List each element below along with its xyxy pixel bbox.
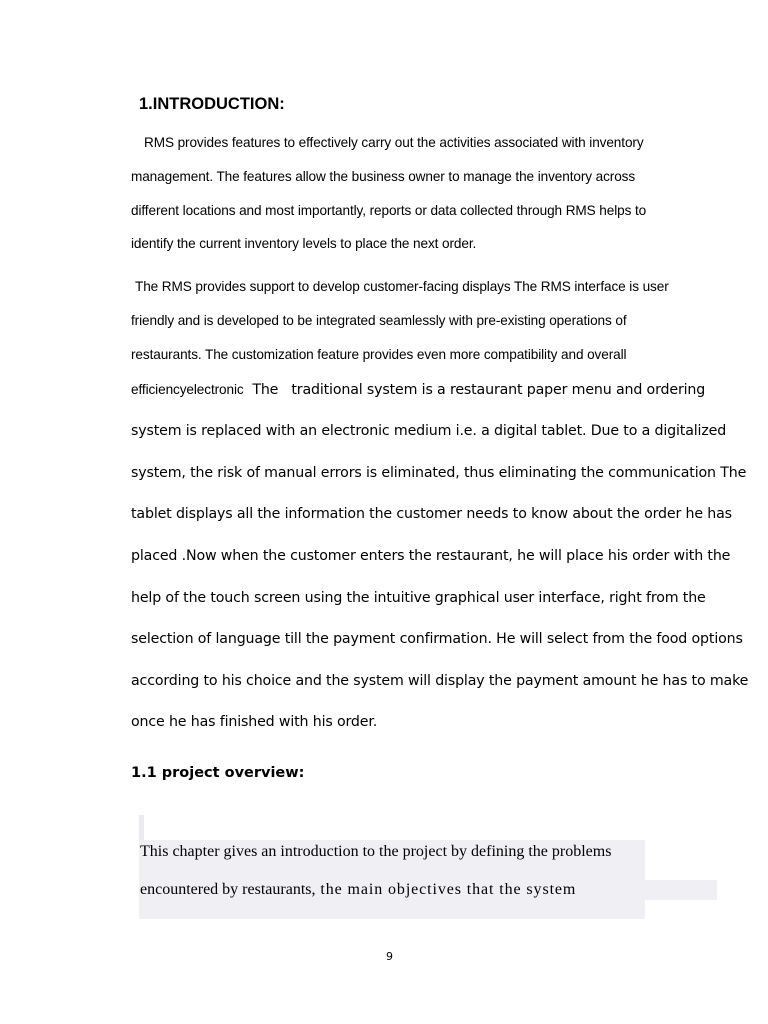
- paragraph-line: placed .Now when the customer enters the restaurant, he will place his order with the: [131, 548, 731, 564]
- paragraph-line: identify the current inventory levels to place the next order.: [131, 236, 477, 251]
- paragraph-line: once he has finished with his order.: [131, 714, 378, 730]
- paragraph-line: The RMS provides support to develop customer-facing displays The RMS interface is user: [135, 279, 669, 294]
- mixed-line-start: efficiencyelectronic: [131, 382, 244, 397]
- quote-line: This chapter gives an introduction to the project by defining the problems: [140, 843, 612, 860]
- paragraph-line: different locations and most importantly, reports or data collected through RMS helps to: [131, 203, 647, 218]
- paragraph-line: help of the touch screen using the intuitive graphical user interface, right from the: [131, 590, 706, 606]
- paragraph-line: according to his choice and the system will display the payment amount he has to make: [131, 673, 749, 689]
- page-number: 9: [386, 950, 393, 963]
- paragraph-line: system, the risk of manual errors is eliminated, thus eliminating the communication The: [131, 465, 747, 481]
- quote-line: [140, 881, 576, 899]
- subsection-heading: 1.1 project overview:: [131, 765, 305, 781]
- quote-line-start: encountered by restaurants,: [140, 881, 316, 898]
- quote-line-end: the main objectives that the system: [315, 881, 577, 898]
- mixed-font-line: [131, 381, 705, 399]
- paragraph-line: selection of language till the payment confirmation. He will select from the food options: [131, 631, 743, 647]
- section-heading: 1.INTRODUCTION:: [139, 95, 285, 113]
- highlighted-quote-extension: [645, 880, 717, 900]
- mixed-line-end: The traditional system is a restaurant paper menu and ordering: [243, 382, 706, 398]
- paragraph-line: RMS provides features to effectively carry out the activities associated with inventory: [144, 135, 644, 150]
- paragraph-line: tablet displays all the information the customer needs to know about the order he has: [131, 506, 732, 522]
- paragraph-line: system is replaced with an electronic medium i.e. a digital tablet. Due to a digitalized: [131, 423, 727, 439]
- paragraph-line: management. The features allow the business owner to manage the inventory across: [131, 169, 636, 184]
- paragraph-line: restaurants. The customization feature provides even more compatibility and overall: [131, 347, 627, 362]
- paragraph-line: friendly and is developed to be integrated seamlessly with pre-existing operations of: [131, 313, 627, 328]
- quote-accent-bar: [139, 815, 144, 843]
